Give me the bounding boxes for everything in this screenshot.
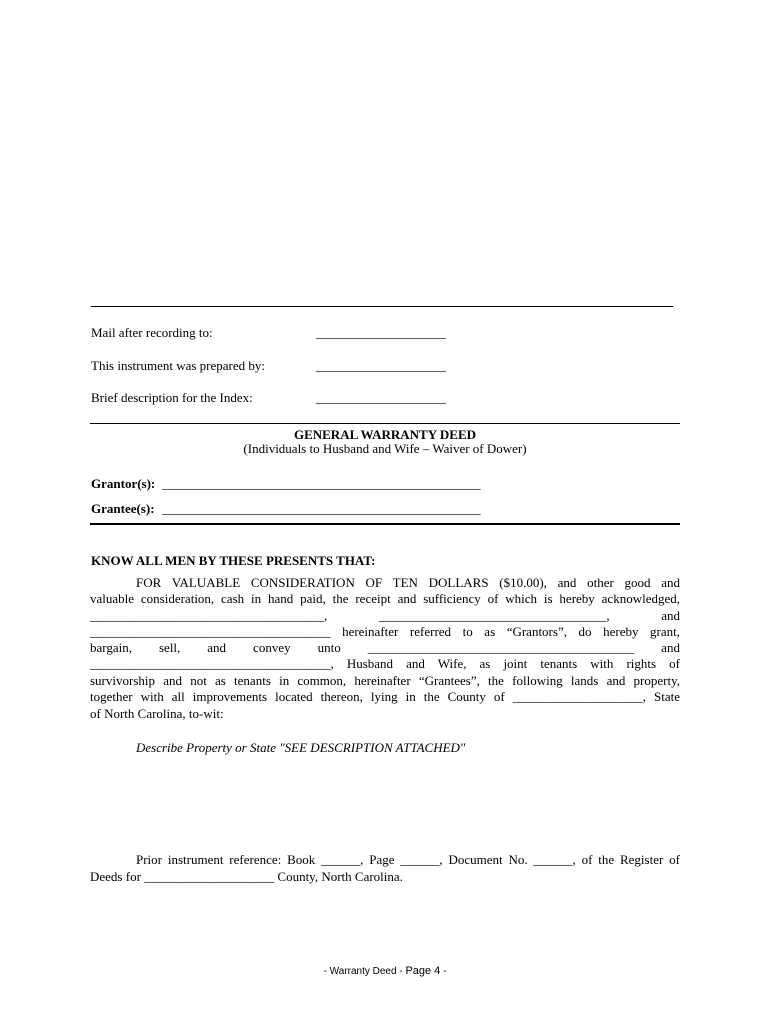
grantee-label: Grantee(s): xyxy=(91,501,155,516)
prior-instrument-line-1: Prior instrument reference: Book ______, Page ______, Document No. ______, of the Register of xyxy=(136,852,680,867)
word-sell: sell, xyxy=(158,640,181,655)
word-and: and xyxy=(207,640,227,655)
body-line-3: ____________________________________, ___________________________________, and xyxy=(90,608,680,623)
word-unto: unto xyxy=(317,640,341,655)
header-divider xyxy=(90,423,680,424)
body-line-8: together with all improvements located thereon, lying in the County of ____________________, State xyxy=(90,689,680,704)
footer-page-number: Page 4 xyxy=(405,965,441,977)
word-bargain: bargain, xyxy=(90,640,132,655)
top-divider xyxy=(91,306,673,307)
body-line-2: valuable consideration, cash in hand paid, the receipt and sufficiency of which is hereby acknowledged, xyxy=(90,591,680,606)
grantor-blank: _________________________________________________ xyxy=(162,476,481,491)
body-line-6: _____________________________________, Husband and Wife, as joint tenants with rights of xyxy=(90,656,680,671)
mail-after-recording-label: Mail after recording to: xyxy=(91,325,213,340)
mail-after-recording-blank: ____________________ xyxy=(316,325,446,340)
prepared-by-blank: ____________________ xyxy=(316,358,446,373)
prior-instrument-line-2: Deeds for ____________________ County, North Carolina. xyxy=(90,869,403,884)
grantor-label: Grantor(s): xyxy=(91,476,156,491)
grantee-name-blank: _________________________________________ xyxy=(367,640,635,655)
prepared-by-label: This instrument was prepared by: xyxy=(91,358,266,373)
know-all-men-heading: KNOW ALL MEN BY THESE PRESENTS THAT: xyxy=(91,553,376,568)
grantee-divider xyxy=(90,523,680,525)
footer-left: - Warranty Deed - xyxy=(323,966,403,977)
deed-title: GENERAL WARRANTY DEED xyxy=(293,427,477,442)
body-line-1: FOR VALUABLE CONSIDERATION OF TEN DOLLARS ($10.00), and other good and xyxy=(136,575,680,590)
grantee-blank: _________________________________________________ xyxy=(162,501,481,516)
body-line-9: of North Carolina, to-wit: xyxy=(90,706,224,721)
word-and-2: and xyxy=(661,640,680,655)
deed-subtitle: (Individuals to Husband and Wife – Waiver of Dower) xyxy=(243,441,527,456)
word-convey: convey xyxy=(253,640,291,655)
property-description-note: Describe Property or State "SEE DESCRIPTION ATTACHED" xyxy=(136,740,466,755)
page-footer xyxy=(0,965,770,978)
body-line-4: _____________________________________ hereinafter referred to as “Grantors”, do hereby grant, xyxy=(90,624,680,639)
footer-right: - xyxy=(443,966,447,977)
index-description-blank: ____________________ xyxy=(316,390,446,405)
body-line-5 xyxy=(90,640,680,656)
index-description-label: Brief description for the Index: xyxy=(91,390,253,405)
body-line-7: survivorship and not as tenants in common, hereinafter “Grantees”, the following lands and property, xyxy=(90,673,680,688)
